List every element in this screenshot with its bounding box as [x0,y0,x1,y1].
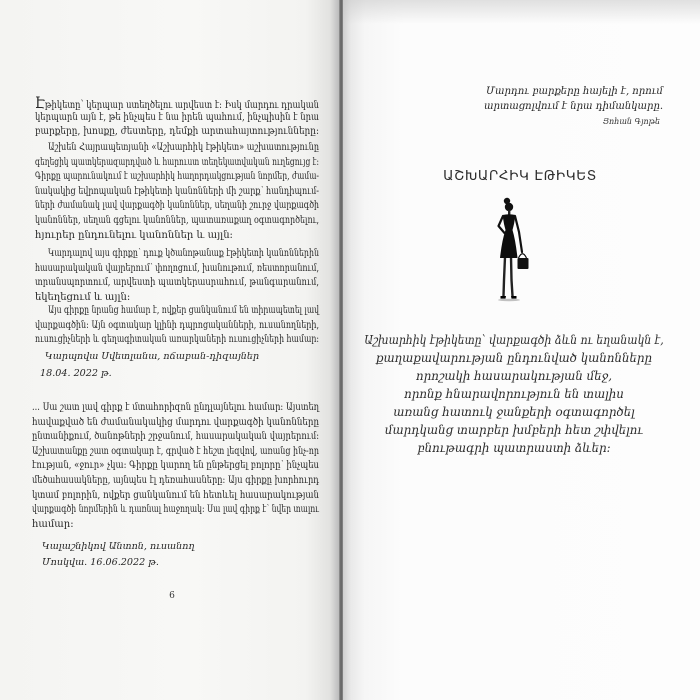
figure-neck [508,210,510,215]
epigraph-line: Մարդու բարքերը հայելի է, որում [485,86,663,97]
review-1-author: Կարպովա Սվետլանա, ոճաբան-դիզայներ [45,351,260,362]
review-2-paragraph [32,401,319,532]
text-line: ... Սա շատ լավ գիրք է մտահորիզոն ընդլայնելու համար: Այստեղ [32,402,319,413]
text-line: ուսուցիչների և գեղագիտական առարկաների ուսուցիչների համար: [35,334,319,346]
figure-dress [500,214,518,258]
figure-left-leg [504,257,506,296]
figure-left-shoe [501,296,507,299]
text-line: էության, «ջուր» չկա: Գիրքը կարող են ընթերցել բոլորը՝ ինչպես [32,460,319,472]
page-number: 6 [169,591,175,601]
text-line: համար: [32,518,74,530]
text-line: կտամ բոլորին, ովքեր ցանկանում են հետևել հասարակության [32,489,319,501]
review-2-author: Կալաշնիկով Անտոն, ուսանող [42,541,195,552]
text-line: կանոններ, սեղան գցելու կանոններ, պատառաքաղ օգտագործելու, [35,214,319,226]
review-2-place-date: Մոսկվա. 16.06.2022 թ. [42,557,159,568]
text-line: կերպարն այն է, թե ինչպես է նա իրեն պահում, ինչպիսին է նրա [35,111,319,123]
definition-line: որոնք հնարավորություն են տալիս [404,387,624,401]
woman-illustration [486,196,542,308]
text-line: վարքագծին: Այն օգտակար կլինի դպրոցականների, ուսանողների, [35,319,319,331]
audience-paragraph [35,304,319,348]
text-line: Գիրքը պարունակում է աշխարհիկ հաղորդակցության նորմեր, ժամա- [35,171,319,183]
epigraph-line: արտացոլվում է նրա դիմանկարը. [484,100,663,112]
text-line: հասարակական վայրերում՝ փողոցում, խանութում, ռեստորանում, [35,262,319,274]
definition-line: առանց հատուկ ջանքերի օգտագործել [393,405,635,419]
figure-right-arm [515,216,522,252]
text-line: ների ժամանակ լավ վարքագծի կանոններ, սեղանի շուրջ վարքագծի [35,200,319,212]
handbag-handle [519,254,527,258]
text-line: Այս գիրքը նրանց համար է, ովքեր ցանկանում են տիրապետել լավ [48,305,319,316]
text-line: բարքերը, խոսքը, ժեստերը, դեմքի արտահայտությունները: [35,126,319,138]
figure-head [505,203,513,211]
figure-right-shoe [511,296,517,299]
definition-line: որոշակի հասարակության մեջ, [415,369,612,383]
definition-line: Աշխարհիկ էթիկետը՝ վարքագծի ձևն ու եղանակն է, [364,333,664,347]
right-page-top-shadow [343,0,700,24]
text-line: Աշխեն Հայրապետյանի «Աշխարհիկ էթիկետ» աշխատությունը [48,142,319,153]
text-line: եկեղեցում և այլն: [35,291,131,303]
text-line: ընտանիքում, ծանոթների շրջանում, հասարակական վայրերում: [32,431,319,443]
definition-line: մարդկանց տարբեր խմբերի հետ շփվելու [384,423,644,437]
text-line: հավաքված են ժամանակակից մարդու վարքագծի կանոնները [32,416,319,428]
book-description-paragraph [35,141,319,243]
text-line: գեղեցիկ պատկերազարդված և հարուստ տեղեկատվական ուղեցույց է: [35,156,319,168]
etiquette-definition [364,331,664,457]
text-line: մեծահասակները, այնպես էլ դեռահասները: Այս գիրքը խորհուրդ [32,474,319,486]
public-places-paragraph [35,247,319,305]
text-line: հյուրեր ընդունելու կանոններ և այլն: [35,229,233,241]
text-line: տրանսպորտում, արվեստի պատկերասրահում, թանգարանում, [35,277,319,289]
text-line: վարքագծի նորմերին և դառնալ հաջողակ: Սա լավ գիրք է՝ նվեր տալու [32,504,319,516]
text-line: Էթիկետը՝ կերպար ստեղծելու արվեստ է: Իսկ մարդու դրական [35,94,319,112]
definition-line: քաղաքավարության ընդունված կանոնները [375,351,652,365]
text-line: նակակից եվրոպական էթիկետի կանոնների մի շարք՝ հանդիպում- [35,185,319,197]
review-1-date: 18.04. 2022 թ. [40,368,112,379]
figure-right-leg [511,257,513,296]
intro-paragraph [35,96,319,140]
epigraph-author: Յոհան Գյոթե [602,117,660,126]
text-line: Աշխատանքը շատ օգտակար է, գրված է հեշտ լեզվով, առանց ինչ-որ [32,445,319,457]
chapter-title: ԱՇԽԱՐՀԻԿ ԷԹԻԿԵՏ [443,168,597,184]
definition-line: բնութագրի պատրաստի ձևեր: [417,441,611,455]
text-line: Կարդալով այս գիրքը՝ դուք կծանոթանաք էթիկետի կանոններին [48,248,319,259]
figure-shadow [498,299,520,301]
handbag [518,258,529,269]
epigraph [433,85,663,114]
